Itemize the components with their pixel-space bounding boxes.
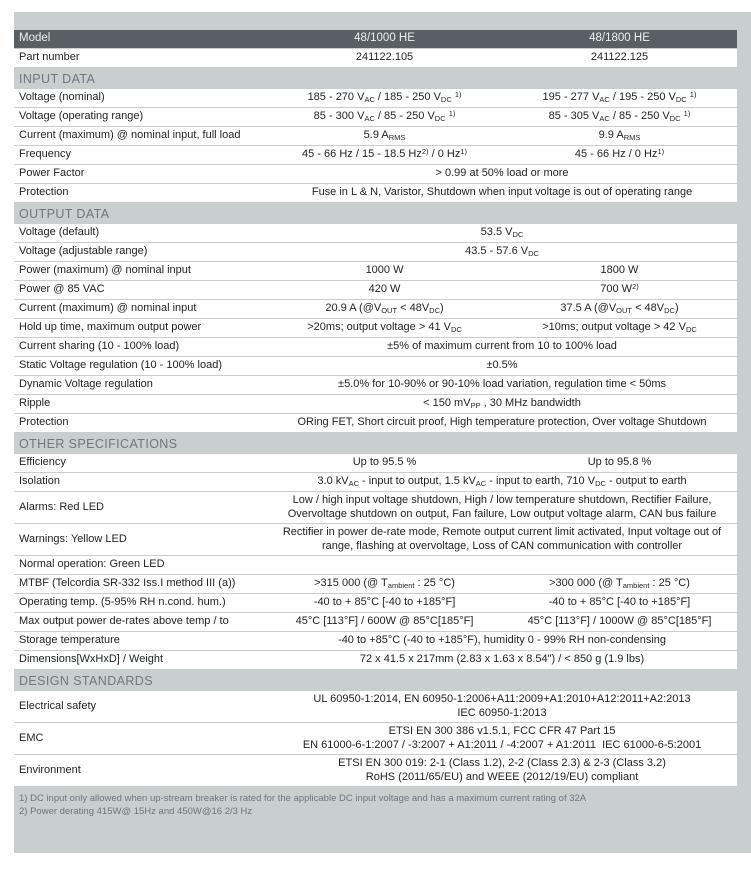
row-value-span: -40 to +85°C (-40 to +185°F), humidity 0 - 99% RH non-condensing: [338, 634, 667, 647]
row-value: 45 - 66 Hz / 15 - 18.5 Hz$^{2)}$ / 0 Hz$^{1)}$: [302, 146, 468, 161]
spec-table: [14, 30, 737, 818]
part-number-col2: 241122.125: [590, 51, 649, 64]
row-value: 45 - 66 Hz / 0 Hz$^{1)}$: [574, 146, 665, 161]
row-label: Warnings: Yellow LED: [19, 532, 127, 545]
row-value-span: ORing FET, Short circuit proof, High temperature protection, Over voltage Shutdown: [297, 416, 707, 429]
table-row: [14, 414, 737, 432]
table-row: [14, 492, 737, 523]
table-row: [14, 224, 737, 242]
row-value-span: ±0.5%: [486, 359, 518, 372]
row-value: 9.9 $A_{RMS}$: [598, 129, 641, 143]
table-row: [14, 338, 737, 356]
table-row: [14, 357, 737, 375]
section-header-other-specifications: OTHER SPECIFICATIONS: [19, 436, 178, 451]
row-label: Voltage (adjustable range): [19, 245, 148, 258]
table-row: [14, 376, 737, 394]
model-header-label: Model: [19, 32, 51, 45]
table-row: [14, 632, 737, 650]
row-value: 45°C [113°F] / 600W @ 85°C[185°F]: [295, 615, 474, 628]
row-label: Isolation: [19, 475, 60, 488]
row-label: Storage temperature: [19, 634, 120, 647]
row-label: EMC: [19, 731, 44, 744]
row-label: Dimensions[WxHxD] / Weight: [19, 653, 164, 666]
row-value: 1800 W: [600, 264, 639, 277]
row-value: 37.5 A $(@V_{OUT} < 48V_{DC})$: [560, 302, 679, 316]
model-name-col1: 48/1000 HE: [354, 32, 415, 45]
table-row: [14, 184, 737, 202]
row-label: Voltage (default): [19, 226, 100, 239]
row-value: 700 $W^{2)}$: [600, 281, 639, 296]
row-value-span: ±5.0% for 10-90% or 90-10% load variation, regulation time < 50ms: [338, 378, 666, 391]
table-row: [14, 146, 737, 164]
table-sections: [14, 69, 737, 786]
row-value-span: > 0.99 at 50% load or more: [435, 167, 569, 180]
row-label: Hold up time, maximum output power: [19, 321, 202, 334]
row-value-span: 3.0 $kV_{AC}$ - input to output, 1.5 $kV_{AC}$ - input to earth, 710 $V_{DC}$ - output to earth: [317, 475, 687, 489]
row-value: 195 - 277 $V_{AC} / 195 - 250$ $V_{DC}$ $^{1)}$: [542, 89, 697, 105]
row-label: Electrical safety: [19, 699, 97, 712]
row-value: 5.9 $A_{RMS}$: [363, 129, 406, 143]
row-label: Ripple: [19, 397, 51, 410]
model-name-col2: 48/1800 HE: [589, 32, 650, 45]
row-value-span: ±5% of maximum current from 10 to 100% load: [387, 340, 617, 353]
table-row: [14, 165, 737, 183]
row-label: MTBF (Telcordia SR-332 Iss.I method III (a)): [19, 577, 236, 590]
row-label: Protection: [19, 416, 69, 429]
row-value-span: Low / high input voltage shutdown, High / low temperature shutdown, Rectifier Failure, Overvoltage shutdown on output, Fan failure, Low output voltage alarm, CAN bus failure: [287, 494, 717, 520]
table-row: [14, 651, 737, 669]
row-value: 20.9 A $(@V_{OUT} < 48V_{DC})$: [325, 302, 444, 316]
table-row: [14, 243, 737, 261]
row-label: Dynamic Voltage regulation: [19, 378, 153, 391]
part-number-col1: 241122.105: [355, 51, 414, 64]
row-value: 1000 W: [365, 264, 404, 277]
section-header-input-data: INPUT DATA: [19, 71, 96, 86]
row-value: Up to 95.5 %: [352, 456, 417, 469]
row-label: Efficiency: [19, 456, 66, 469]
row-value-span: Rectifier in power de-rate mode, Remote output current limit activated, Input voltage out of range, flashing at overvoltage, Loss of CAN communication with controller: [282, 526, 722, 552]
table-row: [14, 395, 737, 413]
section-header-output-data: OUTPUT DATA: [19, 206, 110, 221]
footnote-1: 1) DC input only allowed when up-stream breaker is rated for the applicable DC input voltage and has a maximum current rating of 32A: [19, 793, 587, 804]
model-header-row: [14, 30, 737, 48]
table-row: [14, 127, 737, 145]
row-value: 85 - 300 $V_{AC} / 85 - 250$ $V_{DC}$ $^{1)}$: [313, 108, 456, 124]
row-label: Current (maximum) @ nominal input: [19, 302, 197, 315]
table-row: [14, 575, 737, 593]
part-number-label: Part number: [19, 51, 80, 64]
row-label: Normal operation: Green LED: [19, 558, 165, 571]
row-label: Power @ 85 VAC: [19, 283, 105, 296]
row-value-span: 72 x 41.5 x 217mm (2.83 x 1.63 x 8.54") / < 850 g (1.9 lbs): [359, 653, 645, 666]
row-value: -40 to + 85°C [-40 to +185°F]: [313, 596, 456, 609]
row-value: 85 - 305 $V_{AC} / 85 - 250$ $V_{DC}$ $^{1)}$: [548, 108, 691, 124]
row-value-span: < 150 $mV_{PP}$ , 30 MHz bandwidth: [423, 397, 581, 411]
table-row: [14, 281, 737, 299]
table-row: [14, 454, 737, 472]
table-row: [14, 300, 737, 318]
table-row: [14, 319, 737, 337]
row-label: Voltage (operating range): [19, 110, 144, 123]
row-value-span: ETSI EN 300 019: 2-1 (Class 1.2), 2-2 (Class 2.3) & 2-3 (Class 3.2) RoHS (2011/65/EU) and WEEE (2012/19/EU) compliant: [338, 757, 666, 783]
row-value: 185 - 270 $V_{AC} / 185 - 250$ $V_{DC}$ $^{1)}$: [307, 89, 462, 105]
table-row: [14, 108, 737, 126]
row-label: Power (maximum) @ nominal input: [19, 264, 191, 277]
table-row: [14, 89, 737, 107]
row-label: Voltage (nominal): [19, 91, 105, 104]
row-label: Operating temp. (5-95% RH n.cond. hum.): [19, 596, 226, 609]
row-value-span: UL 60950-1:2014, EN 60950-1:2006+A11:2009+A1:2010+A12:2011+A2:2013 IEC 60950-1:2013: [313, 693, 691, 719]
row-label: Protection: [19, 186, 69, 199]
row-label: Power Factor: [19, 167, 85, 180]
table-row: [14, 524, 737, 555]
row-label: Environment: [19, 763, 81, 776]
row-value: 45°C [113°F] / 1000W @ 85°C[185°F]: [527, 615, 712, 628]
table-row: [14, 556, 737, 574]
row-value-span: 43.5 - 57.6 $V_{DC}$: [465, 245, 539, 259]
row-label: Frequency: [19, 148, 71, 161]
row-label: Current (maximum) @ nominal input, full load: [19, 129, 241, 142]
row-label: Static Voltage regulation (10 - 100% load): [19, 359, 223, 372]
row-value: >300 000 (@ $T_{ambient}$ : 25 °C): [549, 577, 690, 591]
row-value: 420 W: [368, 283, 401, 296]
row-value-span: 53.5 $V_{DC}$: [480, 226, 524, 240]
row-value: >20ms; output voltage > 41 $V_{DC}$: [307, 321, 462, 335]
part-number-row: [14, 49, 737, 67]
row-label: Current sharing (10 - 100% load): [19, 340, 180, 353]
section-header-design-standards: DESIGN STANDARDS: [19, 673, 153, 688]
footnotes: [14, 787, 737, 818]
row-label: Alarms: Red LED: [19, 500, 104, 513]
row-value: -40 to + 85°C [-40 to +185°F]: [548, 596, 691, 609]
row-value-span: ETSI EN 300 386 v1.5.1, FCC CFR 47 Part 15 EN 61000-6-1:2007 / -3:2007 + A1:2011 / -4:2007 + A1:2011 IEC 61000-6-5:2001: [302, 725, 702, 751]
table-row: [14, 262, 737, 280]
row-value: >10ms; output voltage > 42 $V_{DC}$: [542, 321, 697, 335]
table-row: [14, 691, 737, 722]
table-row: [14, 613, 737, 631]
row-value: Up to 95.8 %: [587, 456, 652, 469]
footnote-2: 2) Power derating 415W@ 15Hz and 450W@16 2/3 Hz: [19, 806, 253, 817]
row-label: Max output power de-rates above temp / to: [19, 615, 229, 628]
table-row: [14, 473, 737, 491]
table-row: [14, 723, 737, 754]
table-row: [14, 755, 737, 786]
table-row: [14, 594, 737, 612]
row-value-span: [267, 563, 737, 567]
row-value-span: Fuse in L & N, Varistor, Shutdown when input voltage is out of operating range: [311, 186, 693, 199]
row-value: >315 000 (@ $T_{ambient}$ : 25 °C): [314, 577, 455, 591]
